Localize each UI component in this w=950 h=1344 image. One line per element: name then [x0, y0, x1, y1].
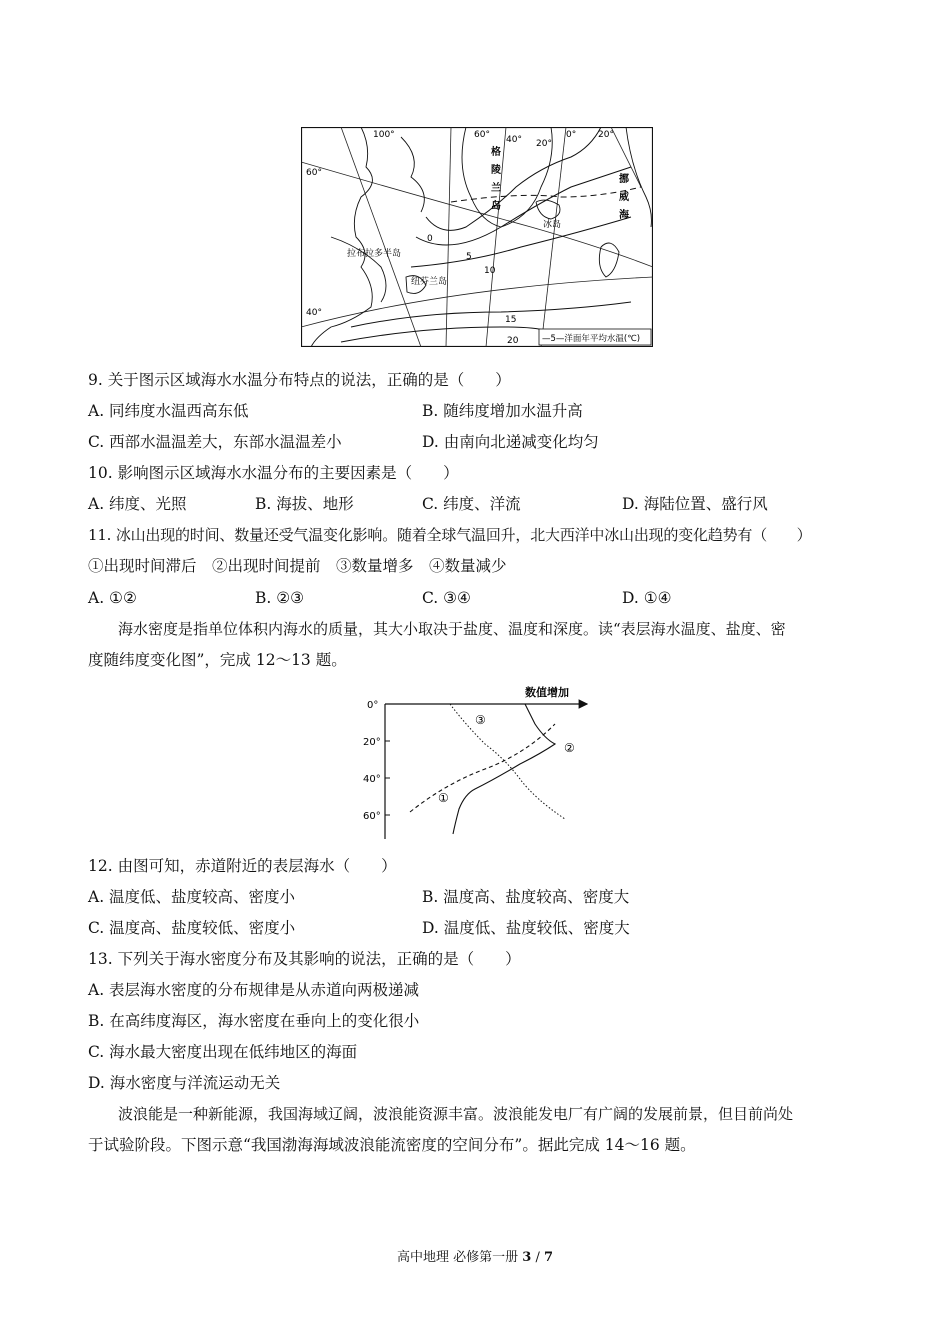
temp-salinity-density-graph	[355, 684, 595, 839]
q11-statements: ①出现时间滞后 ②出现时间提前 ③数量增多 ④数量减少	[88, 557, 507, 575]
q9-option-b[interactable]: B. 随纬度增加水温升高	[422, 402, 583, 420]
map-isotherm-label: 5	[466, 252, 472, 262]
graph-curve-1	[410, 724, 555, 812]
q12-option-b[interactable]: B. 温度高、盐度较高、密度大	[422, 888, 630, 906]
graph-curve-label-3: ③	[475, 713, 486, 727]
passage1-line2: 度随纬度变化图”，完成 12～13 题。	[88, 651, 347, 669]
q13-option-a[interactable]: A. 表层海水密度的分布规律是从赤道向两极递减	[88, 981, 420, 999]
map-lat-label: 40°	[306, 308, 322, 318]
map-label-greenland: 兰	[491, 183, 501, 194]
passage1-line1: 海水密度是指单位体积内海水的质量，其大小取决于盐度、温度和深度。读“表层海水温度、盐度、密	[118, 620, 786, 638]
map-lon-label: 100°	[373, 130, 395, 140]
map-lat-label: 60°	[306, 168, 322, 178]
graph-curve-2	[453, 704, 555, 834]
q13-option-c[interactable]: C. 海水最大密度出现在低纬地区的海面	[88, 1043, 358, 1061]
map-label-norwegian-sea: 海	[619, 210, 629, 221]
map-lon-label: 0°	[566, 130, 577, 140]
q13-option-d[interactable]: D. 海水密度与洋流运动无关	[88, 1074, 281, 1092]
map-isotherm-label: 10	[484, 266, 496, 276]
q11-option-a[interactable]: A. ①②	[88, 589, 137, 607]
q10-option-d[interactable]: D. 海陆位置、盛行风	[622, 495, 768, 513]
map-label-greenland: 格	[491, 147, 501, 158]
q12-option-c[interactable]: C. 温度高、盐度较低、密度小	[88, 919, 296, 937]
q10-option-c[interactable]: C. 纬度、洋流	[422, 495, 521, 513]
map-label-iceland: 冰岛	[543, 220, 562, 230]
map-lon-label: 20°	[536, 139, 552, 149]
footer-title: 高中地理 必修第一册	[396, 1250, 519, 1265]
map-label-greenland: 岛	[491, 201, 501, 212]
map-legend: —5—洋面年平均水温(℃)	[542, 334, 641, 344]
q13-option-b[interactable]: B. 在高纬度海区，海水密度在垂向上的变化很小	[88, 1012, 420, 1030]
passage2-line1: 波浪能是一种新能源，我国海域辽阔，波浪能资源丰富。波浪能发电厂有广阔的发展前景，但目前尚处	[118, 1105, 794, 1123]
q11-option-b[interactable]: B. ②③	[255, 589, 305, 607]
footer-total: 7	[543, 1250, 554, 1265]
map-lon-label: 20°	[598, 130, 614, 140]
q11-option-d[interactable]: D. ①④	[622, 589, 672, 607]
q11-stem: 11. 冰山出现的时间、数量还受气温变化影响。随着全球气温回升，北大西洋中冰山出现的变化趋势有（ ）	[88, 526, 812, 544]
graph-curve-label-1: ①	[438, 791, 449, 805]
q9-option-d[interactable]: D. 由南向北递减变化均匀	[422, 433, 599, 451]
q12-option-a[interactable]: A. 温度低、盐度较高、密度小	[88, 888, 296, 906]
map-label-labrador: 拉布拉多半岛	[347, 249, 402, 259]
q10-option-b[interactable]: B. 海拔、地形	[255, 495, 354, 513]
north-atlantic-sst-map	[301, 127, 653, 347]
graph-lat-tick: 20°	[363, 737, 381, 748]
map-label-newfoundland: 纽芬兰岛	[411, 277, 448, 287]
graph-lat-tick: 40°	[363, 774, 381, 785]
q11-option-c[interactable]: C. ③④	[422, 589, 471, 607]
q10-option-a[interactable]: A. 纬度、光照	[88, 495, 187, 513]
graph-lat-tick: 0°	[367, 700, 379, 711]
q9-option-a[interactable]: A. 同纬度水温西高东低	[88, 402, 249, 420]
graph-axis-label: 数值增加	[525, 686, 569, 699]
map-isotherm-label: 15	[505, 315, 517, 325]
map-label-greenland: 陵	[491, 165, 501, 176]
graph-curve-3	[450, 704, 565, 819]
map-lon-label: 60°	[474, 130, 490, 140]
map-lon-label: 40°	[506, 135, 522, 145]
q9-option-c[interactable]: C. 西部水温温差大，东部水温温差小	[88, 433, 342, 451]
q10-stem: 10. 影响图示区域海水水温分布的主要因素是（ ）	[88, 464, 459, 482]
page-footer	[0, 1246, 950, 1265]
map-isotherm-label: 0	[427, 234, 433, 244]
q12-option-d[interactable]: D. 温度低、盐度较低、密度大	[422, 919, 630, 937]
graph-lat-tick: 60°	[363, 811, 381, 822]
q13-stem: 13. 下列关于海水密度分布及其影响的说法，正确的是（ ）	[88, 950, 521, 968]
map-label-norwegian-sea: 威	[619, 192, 629, 203]
q9-stem: 9. 关于图示区域海水水温分布特点的说法，正确的是（ ）	[88, 371, 511, 389]
footer-page: 3	[522, 1250, 532, 1265]
map-isotherm-label: 20	[507, 336, 519, 346]
graph-curve-label-2: ②	[564, 741, 575, 755]
q12-stem: 12. 由图可知，赤道附近的表层海水（ ）	[88, 857, 397, 875]
passage2-line2: 于试验阶段。下图示意“我国渤海海域波浪能流密度的空间分布”。据此完成 14～16 题。	[88, 1136, 696, 1154]
map-label-norwegian-sea: 挪	[619, 174, 629, 185]
footer-sep: /	[531, 1250, 544, 1265]
